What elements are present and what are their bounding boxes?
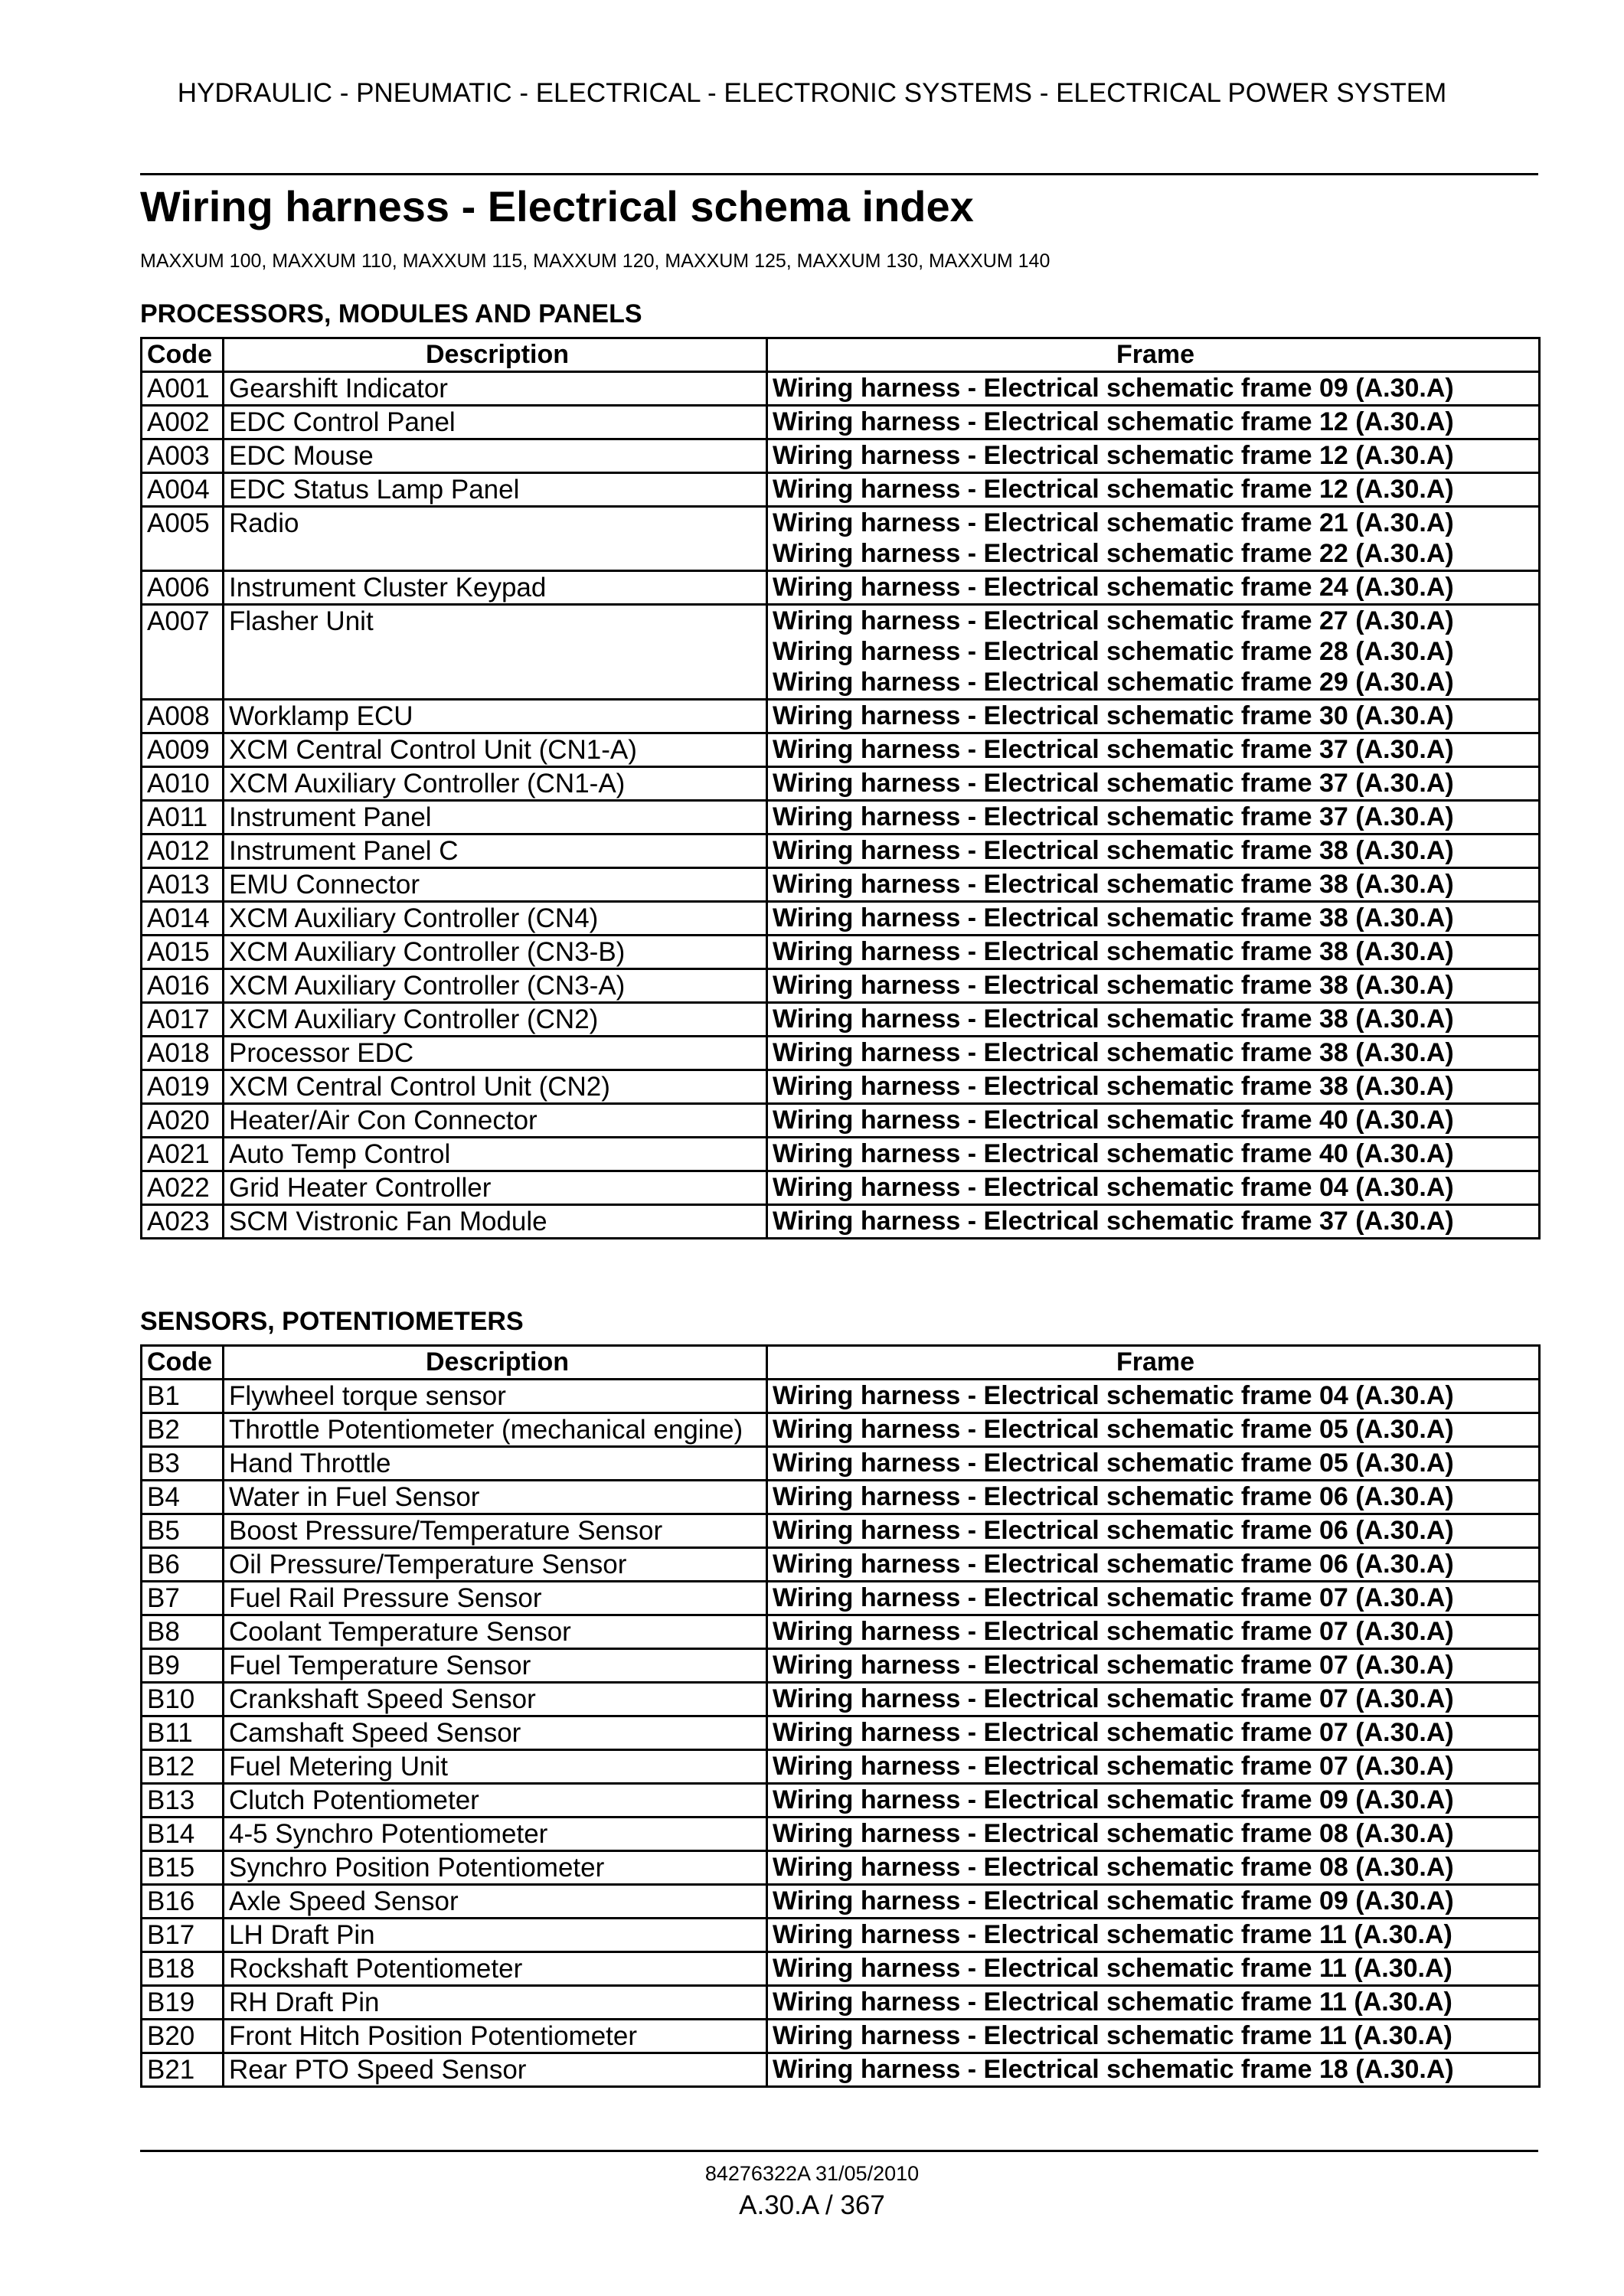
component-code: B14 [142,1818,224,1851]
column-header-code: Code [142,1346,224,1380]
table-row [142,1818,1540,1851]
frame-references [767,473,1540,507]
frame-reference: Wiring harness - Electrical schematic frame 07 (A.30.A) [773,1651,1454,1680]
component-description: Grid Heater Controller [224,1171,767,1205]
table-row [142,1649,1540,1683]
table-header-row [142,338,1540,372]
frame-reference: Wiring harness - Electrical schematic frame 38 (A.30.A) [773,1072,1454,1101]
frame-reference: Wiring harness - Electrical schematic frame 09 (A.30.A) [773,1785,1454,1814]
component-description: EDC Control Panel [224,406,767,439]
component-description: RH Draft Pin [224,1986,767,2020]
frame-reference: Wiring harness - Electrical schematic frame 38 (A.30.A) [773,836,1454,865]
component-description: Camshaft Speed Sensor [224,1716,767,1750]
frame-reference: Wiring harness - Electrical schematic frame 06 (A.30.A) [773,1482,1454,1511]
component-code: B2 [142,1413,224,1447]
table-row [142,1481,1540,1514]
component-code: A023 [142,1205,224,1239]
frame-reference: Wiring harness - Electrical schematic frame 07 (A.30.A) [773,1718,1454,1747]
sensors-table [140,1344,1541,2088]
table-row [142,1919,1540,1952]
component-description: Boost Pressure/Temperature Sensor [224,1514,767,1548]
frame-references [767,406,1540,439]
frame-reference: Wiring harness - Electrical schematic frame 18 (A.30.A) [773,2055,1454,2084]
table-row [142,902,1540,936]
frame-reference: Wiring harness - Electrical schematic frame 37 (A.30.A) [773,1207,1454,1236]
component-code: B8 [142,1615,224,1649]
frame-references [767,1919,1540,1952]
table-row [142,1548,1540,1582]
frame-reference: Wiring harness - Electrical schematic frame 06 (A.30.A) [773,1516,1454,1545]
component-code: A010 [142,767,224,801]
sensors-table-body [142,1380,1540,2087]
frame-references [767,936,1540,969]
table-row [142,605,1540,700]
component-description: Oil Pressure/Temperature Sensor [224,1548,767,1582]
table-row [142,1205,1540,1239]
table-row [142,1986,1540,2020]
component-description: Processor EDC [224,1037,767,1070]
component-description: Fuel Rail Pressure Sensor [224,1582,767,1615]
component-code: B15 [142,1851,224,1885]
component-code: A019 [142,1070,224,1104]
component-code: A013 [142,868,224,902]
frame-references [767,1447,1540,1481]
frame-references [767,1003,1540,1037]
component-code: A012 [142,834,224,868]
component-description: Worklamp ECU [224,700,767,733]
frame-references [767,2020,1540,2053]
component-code: B7 [142,1582,224,1615]
component-description: SCM Vistronic Fan Module [224,1205,767,1239]
frame-references [767,439,1540,473]
table-row [142,1716,1540,1750]
table-row [142,1582,1540,1615]
running-header: HYDRAULIC - PNEUMATIC - ELECTRICAL - ELECTRONIC SYSTEMS - ELECTRICAL POWER SYSTEM [177,78,1447,108]
frame-references [767,1514,1540,1548]
component-code: A017 [142,1003,224,1037]
component-code: B1 [142,1380,224,1413]
frame-references [767,1582,1540,1615]
component-code: B4 [142,1481,224,1514]
table-row [142,801,1540,834]
frame-references [767,1750,1540,1784]
frame-reference: Wiring harness - Electrical schematic frame 07 (A.30.A) [773,1583,1454,1612]
component-code: B21 [142,2053,224,2087]
table-row [142,1171,1540,1205]
column-header-description: Description [224,338,767,372]
table-row [142,473,1540,507]
frame-references [767,1205,1540,1239]
processors-table [140,337,1541,1239]
component-code: B9 [142,1649,224,1683]
frame-references [767,1413,1540,1447]
frame-reference: Wiring harness - Electrical schematic frame 12 (A.30.A) [773,441,1454,470]
table-row [142,406,1540,439]
table-row [142,1380,1540,1413]
column-header-code: Code [142,338,224,372]
frame-references [767,1986,1540,2020]
component-description: XCM Auxiliary Controller (CN2) [224,1003,767,1037]
table-row [142,2020,1540,2053]
component-code: B13 [142,1784,224,1818]
frame-reference: Wiring harness - Electrical schematic frame 06 (A.30.A) [773,1550,1454,1579]
frame-reference: Wiring harness - Electrical schematic frame 28 (A.30.A) [773,637,1454,666]
frame-reference: Wiring harness - Electrical schematic frame 38 (A.30.A) [773,870,1454,899]
component-description: Flasher Unit [224,605,767,700]
component-code: A015 [142,936,224,969]
component-code: A007 [142,605,224,700]
frame-references [767,1716,1540,1750]
component-code: A006 [142,571,224,605]
component-code: B18 [142,1952,224,1986]
frame-reference: Wiring harness - Electrical schematic frame 05 (A.30.A) [773,1415,1454,1444]
table-row [142,1003,1540,1037]
component-description: Synchro Position Potentiometer [224,1851,767,1885]
table-row [142,1683,1540,1716]
component-code: B11 [142,1716,224,1750]
component-code: A009 [142,733,224,767]
section-heading-sensors: SENSORS, POTENTIOMETERS [140,1307,524,1336]
frame-reference: Wiring harness - Electrical schematic frame 40 (A.30.A) [773,1139,1454,1168]
frame-reference: Wiring harness - Electrical schematic frame 29 (A.30.A) [773,668,1454,697]
table-row [142,1514,1540,1548]
table-row [142,1447,1540,1481]
component-description: Fuel Metering Unit [224,1750,767,1784]
frame-reference: Wiring harness - Electrical schematic frame 11 (A.30.A) [773,1920,1452,1949]
frame-reference: Wiring harness - Electrical schematic frame 37 (A.30.A) [773,735,1454,764]
frame-reference: Wiring harness - Electrical schematic frame 22 (A.30.A) [773,539,1454,568]
table-row [142,767,1540,801]
component-code: A022 [142,1171,224,1205]
section-heading-processors: PROCESSORS, MODULES AND PANELS [140,299,642,328]
frame-references [767,1070,1540,1104]
component-code: A011 [142,801,224,834]
frame-references [767,605,1540,700]
document-reference: 84276322A 31/05/2010 [704,2162,920,2185]
frame-references [767,969,1540,1003]
frame-references [767,767,1540,801]
component-description: XCM Central Control Unit (CN2) [224,1070,767,1104]
component-description: Rockshaft Potentiometer [224,1952,767,1986]
frame-reference: Wiring harness - Electrical schematic frame 21 (A.30.A) [773,508,1454,537]
frame-reference: Wiring harness - Electrical schematic frame 38 (A.30.A) [773,1004,1454,1034]
table-row [142,1104,1540,1138]
frame-references [767,834,1540,868]
frame-reference: Wiring harness - Electrical schematic frame 37 (A.30.A) [773,802,1454,831]
component-description: Fuel Temperature Sensor [224,1649,767,1683]
table-row [142,1750,1540,1784]
frame-reference: Wiring harness - Electrical schematic frame 38 (A.30.A) [773,937,1454,966]
component-code: A002 [142,406,224,439]
frame-reference: Wiring harness - Electrical schematic frame 12 (A.30.A) [773,475,1454,504]
component-description: Throttle Potentiometer (mechanical engine) [224,1413,767,1447]
component-code: B20 [142,2020,224,2053]
table-row [142,834,1540,868]
frame-references [767,2053,1540,2087]
table-row [142,700,1540,733]
frame-reference: Wiring harness - Electrical schematic frame 30 (A.30.A) [773,701,1454,730]
frame-reference: Wiring harness - Electrical schematic frame 05 (A.30.A) [773,1448,1454,1478]
component-code: B10 [142,1683,224,1716]
component-description: Gearshift Indicator [224,372,767,406]
table-row [142,2053,1540,2087]
frame-reference: Wiring harness - Electrical schematic frame 40 (A.30.A) [773,1106,1454,1135]
frame-references [767,372,1540,406]
frame-references [767,1683,1540,1716]
column-header-description: Description [224,1346,767,1380]
component-description: XCM Auxiliary Controller (CN3-B) [224,936,767,969]
component-code: A016 [142,969,224,1003]
frame-references [767,1104,1540,1138]
component-description: Flywheel torque sensor [224,1380,767,1413]
table-row [142,969,1540,1003]
table-row [142,1413,1540,1447]
table-row [142,1070,1540,1104]
component-description: EMU Connector [224,868,767,902]
column-header-frame: Frame [767,1346,1540,1380]
frame-reference: Wiring harness - Electrical schematic frame 04 (A.30.A) [773,1173,1454,1202]
component-description: Instrument Panel [224,801,767,834]
component-code: B5 [142,1514,224,1548]
component-code: A018 [142,1037,224,1070]
component-code: B16 [142,1885,224,1919]
table-row [142,1784,1540,1818]
component-code: B17 [142,1919,224,1952]
component-description: Auto Temp Control [224,1138,767,1171]
component-description: Instrument Panel C [224,834,767,868]
frame-references [767,733,1540,767]
table-row [142,868,1540,902]
component-description: Hand Throttle [224,1447,767,1481]
component-code: A014 [142,902,224,936]
component-description: Water in Fuel Sensor [224,1481,767,1514]
frame-references [767,1885,1540,1919]
component-description: Rear PTO Speed Sensor [224,2053,767,2087]
table-row [142,1952,1540,1986]
table-row [142,1885,1540,1919]
frame-references [767,902,1540,936]
frame-references [767,1851,1540,1885]
component-description: Heater/Air Con Connector [224,1104,767,1138]
footer-rule [140,2150,1538,2152]
frame-references [767,1818,1540,1851]
component-description: Radio [224,507,767,571]
frame-references [767,1615,1540,1649]
frame-reference: Wiring harness - Electrical schematic frame 38 (A.30.A) [773,1038,1454,1067]
component-description: Axle Speed Sensor [224,1885,767,1919]
frame-references [767,1380,1540,1413]
component-code: B6 [142,1548,224,1582]
frame-reference: Wiring harness - Electrical schematic frame 38 (A.30.A) [773,971,1454,1000]
component-description: Coolant Temperature Sensor [224,1615,767,1649]
table-row [142,733,1540,767]
column-header-frame: Frame [767,338,1540,372]
model-list: MAXXUM 100, MAXXUM 110, MAXXUM 115, MAXXUM 120, MAXXUM 125, MAXXUM 130, MAXXUM 140 [140,250,1051,272]
component-code: A003 [142,439,224,473]
frame-reference: Wiring harness - Electrical schematic frame 09 (A.30.A) [773,1886,1454,1916]
frame-references [767,1481,1540,1514]
frame-references [767,700,1540,733]
component-description: XCM Auxiliary Controller (CN4) [224,902,767,936]
frame-reference: Wiring harness - Electrical schematic frame 11 (A.30.A) [773,2021,1452,2050]
frame-reference: Wiring harness - Electrical schematic frame 12 (A.30.A) [773,407,1454,436]
component-description: 4-5 Synchro Potentiometer [224,1818,767,1851]
frame-reference: Wiring harness - Electrical schematic frame 07 (A.30.A) [773,1617,1454,1646]
component-code: A001 [142,372,224,406]
component-description: Front Hitch Position Potentiometer [224,2020,767,2053]
header-rule [140,173,1538,175]
frame-reference: Wiring harness - Electrical schematic frame 24 (A.30.A) [773,573,1454,602]
frame-references [767,571,1540,605]
table-row [142,1851,1540,1885]
frame-references [767,1784,1540,1818]
processors-table-body [142,372,1540,1239]
frame-reference: Wiring harness - Electrical schematic frame 08 (A.30.A) [773,1853,1454,1882]
component-description: LH Draft Pin [224,1919,767,1952]
component-description: XCM Central Control Unit (CN1-A) [224,733,767,767]
component-description: EDC Status Lamp Panel [224,473,767,507]
component-description: Clutch Potentiometer [224,1784,767,1818]
frame-references [767,801,1540,834]
frame-references [767,868,1540,902]
component-code: A021 [142,1138,224,1171]
frame-reference: Wiring harness - Electrical schematic frame 11 (A.30.A) [773,1954,1452,1983]
frame-references [767,1037,1540,1070]
frame-reference: Wiring harness - Electrical schematic frame 04 (A.30.A) [773,1381,1454,1410]
frame-reference: Wiring harness - Electrical schematic frame 07 (A.30.A) [773,1684,1454,1713]
table-row [142,1037,1540,1070]
table-row [142,1138,1540,1171]
component-description: Instrument Cluster Keypad [224,571,767,605]
component-code: B3 [142,1447,224,1481]
frame-reference: Wiring harness - Electrical schematic frame 37 (A.30.A) [773,769,1454,798]
component-description: Crankshaft Speed Sensor [224,1683,767,1716]
component-description: XCM Auxiliary Controller (CN3-A) [224,969,767,1003]
frame-references [767,1548,1540,1582]
table-row [142,1615,1540,1649]
component-code: A020 [142,1104,224,1138]
component-description: XCM Auxiliary Controller (CN1-A) [224,767,767,801]
frame-reference: Wiring harness - Electrical schematic frame 38 (A.30.A) [773,903,1454,932]
table-row [142,571,1540,605]
component-code: B12 [142,1750,224,1784]
frame-references [767,1649,1540,1683]
frame-reference: Wiring harness - Electrical schematic frame 08 (A.30.A) [773,1819,1454,1848]
table-row [142,439,1540,473]
frame-reference: Wiring harness - Electrical schematic frame 11 (A.30.A) [773,1987,1452,2017]
page-number: A.30.A / 367 [739,2190,885,2220]
component-code: A004 [142,473,224,507]
frame-references [767,507,1540,571]
table-row [142,936,1540,969]
component-code: B19 [142,1986,224,2020]
frame-reference: Wiring harness - Electrical schematic frame 07 (A.30.A) [773,1752,1454,1781]
frame-references [767,1952,1540,1986]
frame-references [767,1171,1540,1205]
frame-reference: Wiring harness - Electrical schematic frame 27 (A.30.A) [773,606,1454,635]
component-description: EDC Mouse [224,439,767,473]
component-code: A008 [142,700,224,733]
page-title: Wiring harness - Electrical schema index [140,182,974,230]
frame-reference: Wiring harness - Electrical schematic frame 09 (A.30.A) [773,374,1454,403]
table-row [142,507,1540,571]
table-row [142,372,1540,406]
frame-references [767,1138,1540,1171]
table-header-row [142,1346,1540,1380]
component-code: A005 [142,507,224,571]
